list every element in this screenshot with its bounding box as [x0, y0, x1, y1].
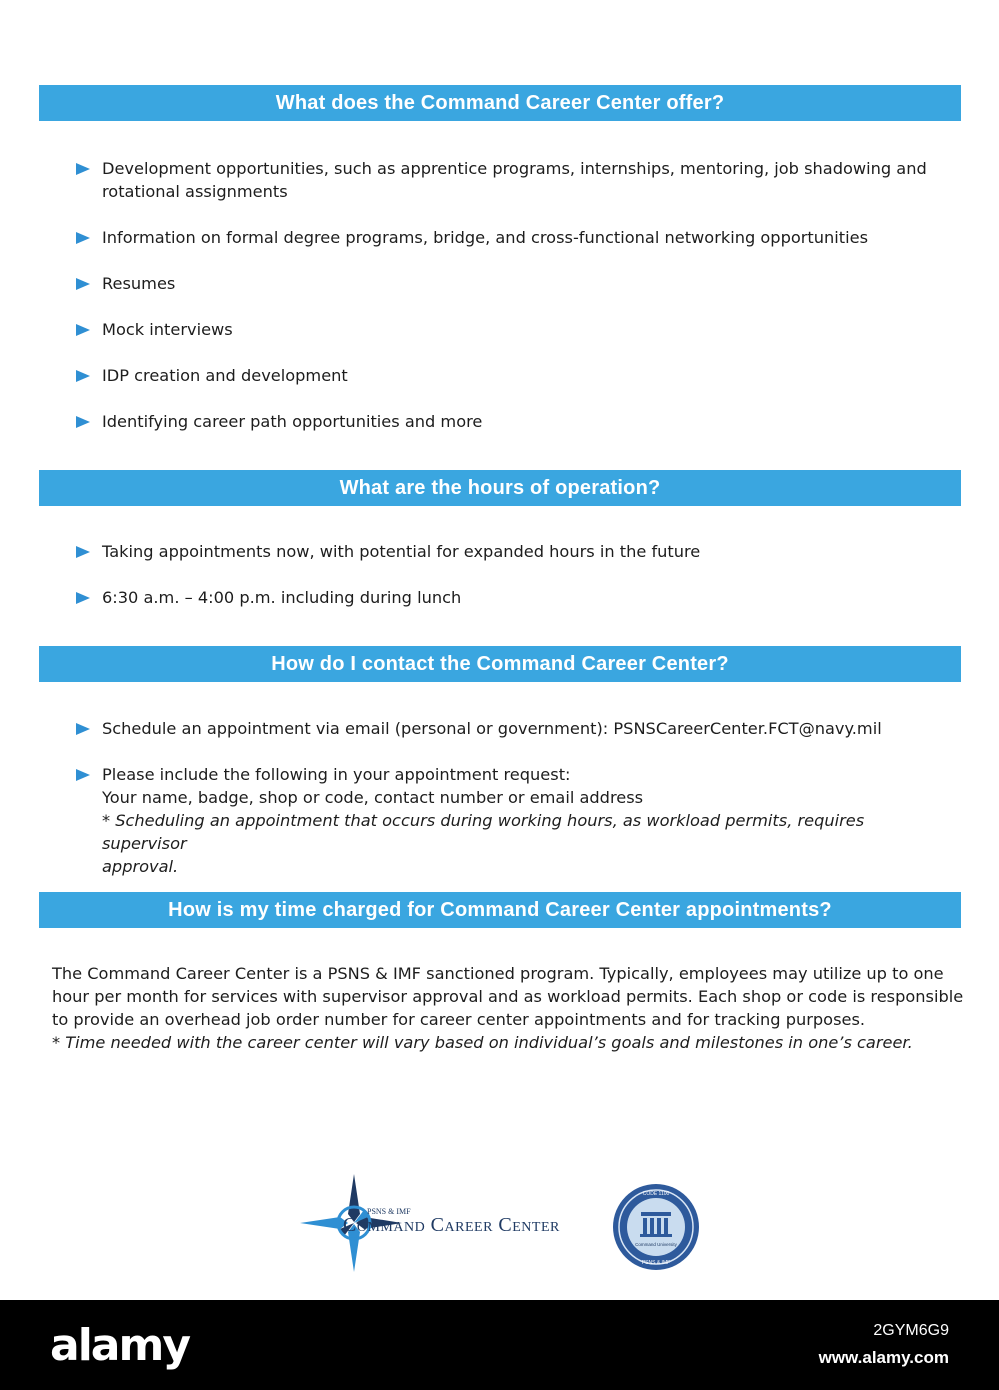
list-item: Information on formal degree programs, bridge, and cross-functional networking opportunities	[76, 226, 946, 249]
command-university-seal-icon	[611, 1182, 701, 1272]
bullet-arrow-icon	[76, 232, 90, 244]
bullet-arrow-icon	[76, 324, 90, 336]
section-heading-time-charged: How is my time charged for Command Career Center appointments?	[39, 892, 961, 928]
supervisor-note: * Scheduling an appointment that occurs during working hours, as workload permits, requires supervisor	[102, 811, 865, 853]
site-url: www.alamy.com	[818, 1348, 949, 1367]
bullet-arrow-icon	[76, 163, 90, 175]
list-item: IDP creation and development	[76, 364, 946, 387]
hours-list	[76, 540, 946, 609]
section-heading-contact: How do I contact the Command Career Center?	[39, 646, 961, 682]
time-note: * Time needed with the career center will vary based on individual’s goals and milestones in one’s career.	[52, 1033, 913, 1052]
list-item: Resumes	[76, 272, 946, 295]
watermark-footer	[0, 1300, 999, 1390]
section-heading-hours: What are the hours of operation?	[39, 470, 961, 506]
contact-list	[76, 717, 946, 878]
list-item: Schedule an appointment via email (personal or government): PSNSCareerCenter.FCT@navy.mil	[76, 717, 946, 740]
list-item: Identifying career path opportunities and more	[76, 410, 946, 433]
list-item: Please include the following in your appointment request: Your name, badge, shop or code, contact number or email address * Scheduling an appointment that occurs during working hours, as workload permits, requires supervisor approval.	[76, 763, 946, 878]
offer-list	[76, 157, 946, 433]
bullet-arrow-icon	[76, 546, 90, 558]
bullet-arrow-icon	[76, 592, 90, 604]
section-heading-offer: What does the Command Career Center offer?	[39, 85, 961, 121]
list-item: Development opportunities, such as apprentice programs, internships, mentoring, job shadowing and rotational assignments	[76, 157, 946, 203]
svg-text:Command University: Command University	[635, 1242, 677, 1247]
svg-text:PSNS & IMF: PSNS & IMF	[641, 1260, 671, 1266]
list-item: Taking appointments now, with potential for expanded hours in the future	[76, 540, 946, 563]
brand-logo: alamy	[50, 1320, 189, 1371]
bullet-arrow-icon	[76, 370, 90, 382]
bullet-arrow-icon	[76, 278, 90, 290]
logo-title: Command Career Center	[343, 1214, 560, 1236]
bullet-arrow-icon	[76, 416, 90, 428]
svg-text:CODE 1100: CODE 1100	[642, 1191, 670, 1197]
image-id: 2GYM6G9	[873, 1322, 949, 1339]
bullet-arrow-icon	[76, 769, 90, 781]
time-charged-paragraph: The Command Career Center is a PSNS & IMF sanctioned program. Typically, employees may utilize up to one hour per month for services with supervisor approval and as workload permits. Each shop or code is responsible to provide an overhead job order number for career center appointments and for tracking purposes. * Time needed with the career center will vary based on individual’s goals and milestones in one’s career.	[52, 964, 964, 1052]
list-item: Mock interviews	[76, 318, 946, 341]
list-item: 6:30 a.m. – 4:00 p.m. including during lunch	[76, 586, 946, 609]
supervisor-note-cont: approval.	[102, 857, 179, 876]
logo-subtitle: PSNS & IMF	[367, 1207, 411, 1216]
bullet-arrow-icon	[76, 723, 90, 735]
